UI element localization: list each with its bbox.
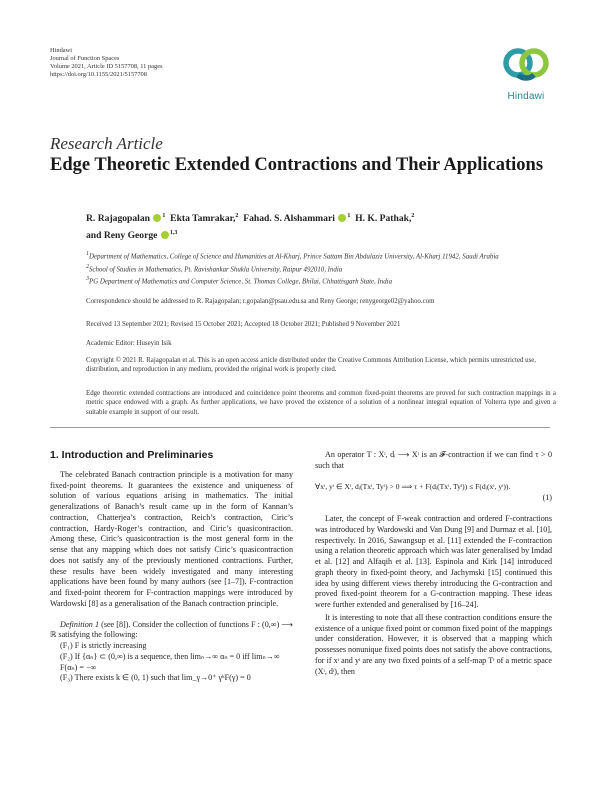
author-name: and Reny George (86, 230, 158, 242)
academic-editor: Academic Editor: Huseyin Isik (86, 340, 172, 347)
hindawi-logo (497, 46, 555, 108)
orcid-icon[interactable] (161, 231, 169, 239)
journal-meta (50, 47, 163, 79)
author-affil: 1 (347, 213, 351, 219)
condition-f2: (F₂) If {αₙ} ⊂ (0,∞) is a sequence, then limₙ→∞ αₙ = 0 iff limₙ→∞ F(αₙ) = −∞ (60, 651, 280, 672)
author-affil: 1,3 (169, 230, 178, 237)
affiliation-mark: 1 (86, 251, 89, 257)
section-divider (50, 427, 550, 428)
definition-1 (50, 620, 293, 685)
right-column (315, 450, 552, 677)
hindawi-logo-icon (499, 46, 553, 90)
doi-link[interactable]: https://doi.org/10.1155/2021/5157708 (50, 71, 147, 78)
orcid-icon[interactable] (153, 214, 161, 222)
equation-number: (1) (542, 493, 552, 503)
publication-dates: Received 13 September 2021; Revised 15 October 2021; Accepted 18 October 2021; Published 9 November 2021 (86, 321, 401, 328)
condition-f1: (F₁) F is strictly increasing (60, 641, 147, 650)
observation-paragraph: It is interesting to note that all these contraction conditions ensure the existence of a unique fixed point or common fixed point of the mappings under consideration. However, it is observed that a mapping which possesses nonunique fixed points does not satisfy the above contractions, for if xᶦ and yᶦ are any two fixed points of a self-map Tᶦ of a metric space (Xᶦ, dᶦ), then (315, 612, 552, 676)
equation-1: ∀xᶦ, yᶦ ∈ Xᶦ, dᵢ(Txᶦ, Tyᶦ) > 0 ⟹ τ + F(dᵢ(Txᶦ, Tyᶦ)) ≤ F(dᵢ(xᶦ, yᶦ)). (315, 481, 511, 491)
affiliation-text: Department of Mathematics, College of Science and Humanities at Al-Kharj, Prince Sattam Bin Abdulaziz University, Al-Kharj 11942, Saudi Arabia (89, 253, 499, 261)
affiliation-mark: 2 (86, 263, 89, 270)
section-heading: 1. Introduction and Preliminaries (50, 449, 214, 461)
copyright-notice: Copyright © 2021 R. Rajagopalan et al. This is an open access article distributed under the Creative Commons Attribution License, which permits unrestricted use, distribution, and reproduction in any medium, provided the original work is properly cited. (86, 357, 537, 374)
journal-name: Journal of Function Spaces (50, 55, 120, 62)
affiliation-mark: 3 (86, 276, 89, 283)
left-column (50, 450, 293, 684)
author-affil: 2 (411, 213, 415, 219)
definition-label: Definition 1 (60, 619, 99, 629)
correspondence: Correspondence should be addressed to R. Rajagopalan; r.gopalan@psau.edu.sa and Reny George; renygeorge02@yahoo.com (86, 298, 435, 305)
condition-f3: (F₃) There exists k ∈ (0, 1) such that lim_γ→0⁺ γᵏF(γ) = 0 (60, 673, 251, 683)
affiliation (86, 275, 556, 287)
author-name: R. Rajagopalan (86, 213, 150, 225)
author-affil: 1 (162, 213, 166, 219)
author-name: Fahad. S. Alshammari (243, 213, 335, 225)
history-paragraph: Later, the concept of F-weak contraction and ordered F-contractions was introduced by Wardowski and Van Dung [9] and Durmaz et al. [10], respectively. In 2016, Sawangsup et al. [11] extended the F-contraction using a relation theoretic approach which was later generalised by Imdad et al. [12] and Alfaqih et al. [13]. Espinola and Kirk [14] introduced graph theory in fixed-point theory, and Jachymski [15] continued this idea by using different views thereby introducing the G-contraction and proved fixed-point theorem for a G-contraction mapping. These ideas were further extended and generalised by [16–24]. (315, 514, 552, 609)
publisher-name: Hindawi (50, 47, 73, 54)
operator-paragraph: An operator T : Xᶦ, dᵢ ⟶ Xᶦ is an 𝓕-contraction if we can find τ > 0 such that (315, 450, 552, 470)
author-list (86, 209, 546, 243)
logo-text: Hindawi (507, 91, 545, 102)
abstract: Edge theoretic extended contractions are introduced and coincidence point theorems and common fixed-point theorems are proved for such contraction mappings in a metric space endowed with a graph. As further applications, we have proved the existence of a solution of a nonlinear integral equation of Volterra type and given a suitable example in support of our result. (86, 390, 556, 416)
affiliation-text: PG Department of Mathematics and Computer Science, St. Thomas College, Bhilai, Chhattisgarh State, India (89, 278, 393, 286)
definition-text: (see [8]). Consider the collection of functions F : (0,∞) ⟶ ℝ satisfying the following: (50, 619, 293, 640)
article-type: Research Article (50, 134, 163, 153)
affiliation (86, 263, 556, 275)
intro-paragraph: The celebrated Banach contraction principle is a motivation for many fixed-point theorems. It guarantees the existence and uniqueness of solution of various equations arising in mathematics. The initial generalizations of Banach’s result came up in the form of Kannan’s contraction, Chatterjea’s contraction, Reich’s contraction, Ciric’s contraction, Hardy-Roger’s contraction, and Ciric’s quasicontraction. Among these, Ciric’s quasicontraction is the most general form in the sense that any mapping which does not satisfy Ciric’s quasicontraction does not satisfy any of the previously mentioned contractions. Further, these results have been widely investigated and many interesting applications have been found by many authors (see [1–7]). F-contraction and fixed-point theorem for F-contraction mappings were introduced by Wardowski [8] as a generalisation of the Banach contraction principle. (50, 469, 293, 608)
affiliations (86, 250, 556, 288)
paper-title: Edge Theoretic Extended Contractions and Their Applications (50, 155, 544, 175)
volume-line: Volume 2021, Article ID 5157708, 11 pages (50, 63, 163, 70)
author-affil: 2 (235, 213, 239, 219)
affiliation-text: School of Studies in Mathematics, Pt. Ravishankar Shukla University, Raipur 492010, India (89, 266, 343, 273)
affiliation (86, 250, 556, 262)
author-name: Ekta Tamrakar, (170, 213, 236, 225)
orcid-icon[interactable] (338, 214, 346, 222)
author-name: H. K. Pathak, (355, 213, 412, 225)
